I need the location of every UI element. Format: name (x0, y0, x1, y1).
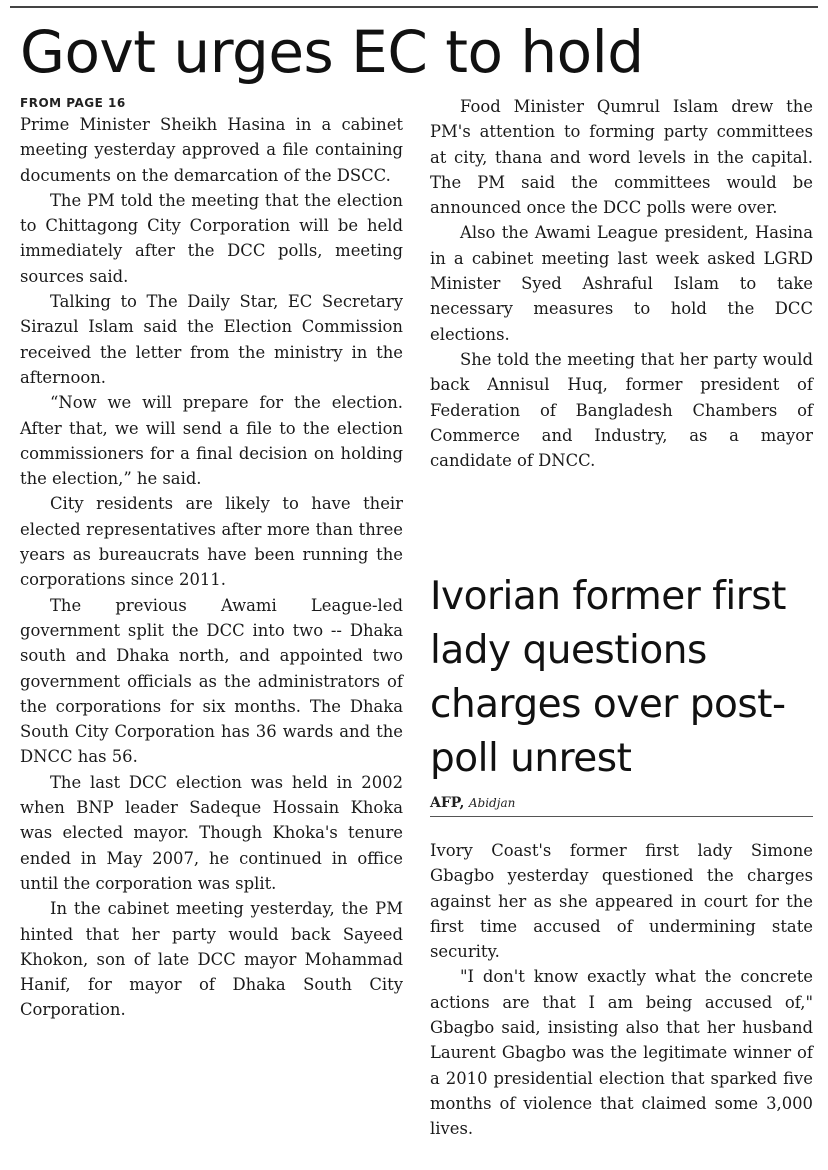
article2-body (430, 838, 813, 1142)
article1-paragraph: Prime Minister Sheikh Hasina in a cabinet meeting yesterday approved a file containing documents on the demarcation of the DSCC. (20, 115, 403, 185)
article1-left-column (20, 94, 403, 1023)
article1-paragraph: The last DCC election was held in 2002 when BNP leader Sadeque Hossain Khoka was elected mayor. Though Khoka's tenure ended in May 2007, he continued in office until the corporation was split. (20, 772, 403, 893)
article1-paragraph: “Now we will prepare for the election. After that, we will send a file to the election commissioners for a final decision on holding the election,” he said. (20, 393, 403, 489)
article1-paragraph: Also the Awami League president, Hasina in a cabinet meeting last week asked LGRD Minister Syed Ashraful Islam to take necessary measures to hold the DCC elections. (430, 223, 813, 344)
article1-paragraph: Food Minister Qumrul Islam drew the PM's attention to forming party committees at city, thana and word levels in the capital. The PM said the committees would be announced once the DCC polls were over. (430, 97, 813, 218)
article2-headline: Ivorian former first lady questions charges over post-poll unrest (430, 574, 786, 781)
byline-rule (430, 816, 813, 817)
top-rule (10, 6, 818, 8)
article1-paragraph: The previous Awami League-led government split the DCC into two -- Dhaka south and Dhaka north, and appointed two government officials as the administrators of the corporations for six months. The Dhaka South City Corporation has 36 wards and the DNCC has 56. (20, 595, 403, 767)
byline-agency: AFP, (430, 795, 465, 811)
article2-byline (430, 793, 813, 813)
article1-paragraph: The PM told the meeting that the election to Chittagong City Corporation will be held immediately after the DCC polls, meeting sources said. (20, 190, 403, 286)
from-page-kicker: FROM PAGE 16 (20, 96, 126, 110)
article2-paragraph: "I don't know exactly what the concrete actions are that I am being accused of," Gbagbo said, insisting also that her husband Laurent Gbagbo was the legitimate winner of a 2010 presidential election that sparked five months of violence that claimed some 3,000 lives. (430, 967, 813, 1139)
byline-dateline: Abidjan (468, 796, 516, 810)
article2-paragraph: Ivory Coast's former first lady Simone Gbagbo yesterday questioned the charges against her as she appeared in court for the first time accused of undermining state security. (430, 841, 813, 962)
article1-paragraph: She told the meeting that her party would back Annisul Huq, former president of Federation of Bangladesh Chambers of Commerce and Industry, as a mayor candidate of DNCC. (430, 349, 813, 471)
article1-paragraph: City residents are likely to have their elected representatives after more than three years as bureaucrats have been running the corporations since 2011. (20, 494, 403, 590)
article1-paragraph: Talking to The Daily Star, EC Secretary Sirazul Islam said the Election Commission received the letter from the ministry in the afternoon. (20, 292, 403, 387)
article1-right-column (430, 94, 813, 473)
article1-paragraph: In the cabinet meeting yesterday, the PM hinted that her party would back Sayeed Khokon, son of late DCC mayor Mohammad Hanif, for mayor of Dhaka South City Corporation. (20, 899, 403, 1020)
article1-headline: Govt urges EC to hold (20, 18, 644, 86)
